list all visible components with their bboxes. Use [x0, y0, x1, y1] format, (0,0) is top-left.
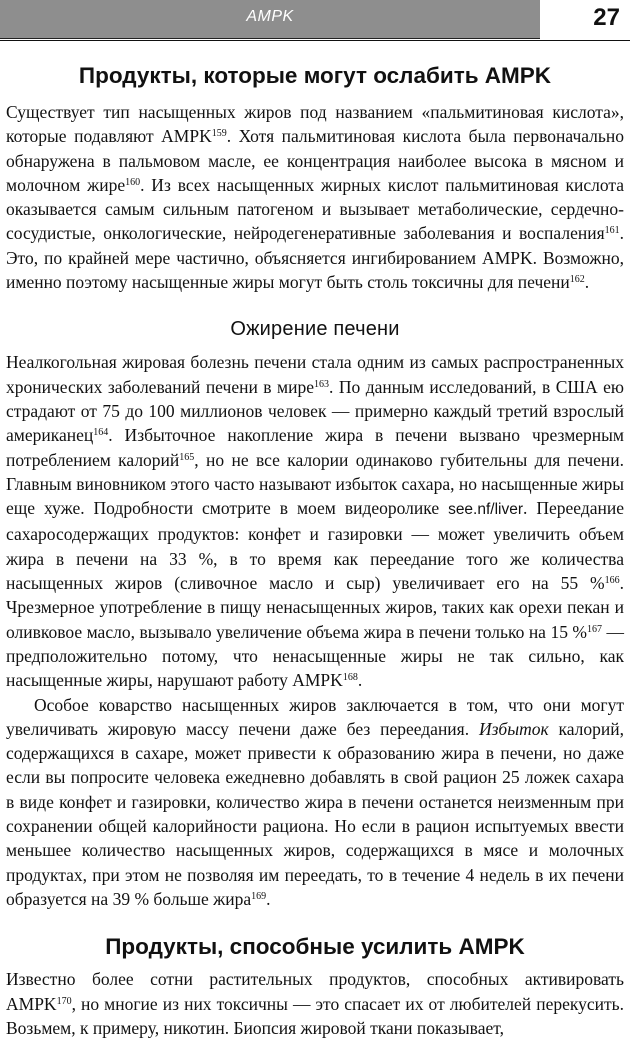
footnote-ref: 169 — [251, 890, 267, 902]
footnote-ref: 160 — [125, 176, 141, 188]
footnote-ref: 161 — [604, 225, 620, 237]
footnote-ref: 166 — [604, 575, 620, 587]
footnote-ref: 168 — [342, 672, 358, 684]
footnote-ref: 163 — [313, 378, 329, 390]
section-heading-strengthen: Продукты, способные усилить AMPK — [105, 934, 525, 960]
footnote-ref: 167 — [587, 623, 603, 635]
paragraph-saturated-fat: Особое коварство насыщенных жиров заключается в том, что они могут увеличивать жировую массу печени даже без переедания. Избыток калорий, содержащихся в сахаре, может привести к образованию жира в печени, но даже если вы попросите человека ежедневно добавлять в свой рацион 25 ложек сахара в виде конфет и газировки, количество жира в печени останется неизменным при сохранении общей калорийности рациона. Но если в рацион испытуемых ввести меньшее количество насыщенных жиров, содержащихся в мясе и молочных продуктах, при этом не позволяя им переедать, то в течение 4 недель в их печени образуется на 39 % больше жира$^{169}$. — [6, 694, 625, 909]
emphasis-excess: Избыток — [478, 718, 549, 739]
page-body — [6, 62, 624, 1040]
section-heading-weaken: Продукты, которые могут ослабить AMPK — [78, 63, 552, 88]
running-title: AMPK — [246, 8, 294, 25]
page-number: 27 — [593, 4, 620, 31]
footnote-ref: 162 — [569, 274, 585, 286]
paragraph-palmitic: Существует тип насыщенных жиров под названием «пальмитиновая кислота», которые подавляют AMPK$^{159}$. Хотя пальмитиновая кислота была первоначально обнаружена в пальмовом масле, ее концентрация наиболее высока в мясном и молочном жире$^{160}$. Из всех насыщенных жирных кислот пальмитиновая кислота оказывается самым сильным патогеном и вызывает метаболические, сердечно-сосудистые, онкологические, нейродегенеративные заболевания и воспаления$^{161}$. Это, по крайней мере частично, объясняется ингибированием AMPK. Возможно, именно поэтому насыщенные жиры могут быть столь токсичны для печени$^{162}$. — [6, 102, 625, 293]
running-header — [0, 0, 630, 41]
subsection-heading-fatty-liver: Ожирение печени — [230, 318, 400, 341]
paragraph-plant-foods: Известно более сотни растительных продуктов, способных активировать AMPK$^{170}$, но многие из них токсичны — это спасает их от любителей перекусить. Возьмем, к примеру, никотин. Биопсия жировой ткани показывает, — [6, 969, 624, 1038]
video-link[interactable]: see.nf/liver — [448, 501, 524, 519]
paragraph-fatty-liver: Неалкогольная жировая болезнь печени стала одним из самых распространенных хронических заболеваний печени в мире$^{163}$. По данным исследований, в США ею страдают от 75 до 100 миллионов человек — примерно каждый третий взрослый американец$^{164}$. Избыточное накопление жира в печени вызвано чрезмерным потреблением калорий$^{165}$, но не все калории одинаково губительны для печени. Главным виновником этого часто называют избыток сахара, но насыщенные жиры еще хуже. Подробности смотрите в моем видеоролике see.nf/liver. Переедание сахаросодержащих продуктов: конфет и газировки — может увеличить объем жира в печени на 33 %, в то время как переедание того же количества насыщенных жиров (сливочное масло и сыр) увеличивает его на 55 %$^{166}$. Чрезмерное употребление в пищу ненасыщенных жиров, таких как орехи пекан и оливковое масло, вызывало увеличение объема жира в печени только на 15 %$^{167}$ — предположительно потому, что ненасыщенные жиры не так сильно, как насыщенные жиры, нарушают работу AMPK$^{168}$. — [6, 352, 625, 691]
footnote-ref: 170 — [56, 995, 72, 1007]
footnote-ref: 159 — [211, 128, 227, 140]
footnote-ref: 164 — [93, 427, 109, 439]
footnote-ref: 165 — [179, 451, 195, 463]
